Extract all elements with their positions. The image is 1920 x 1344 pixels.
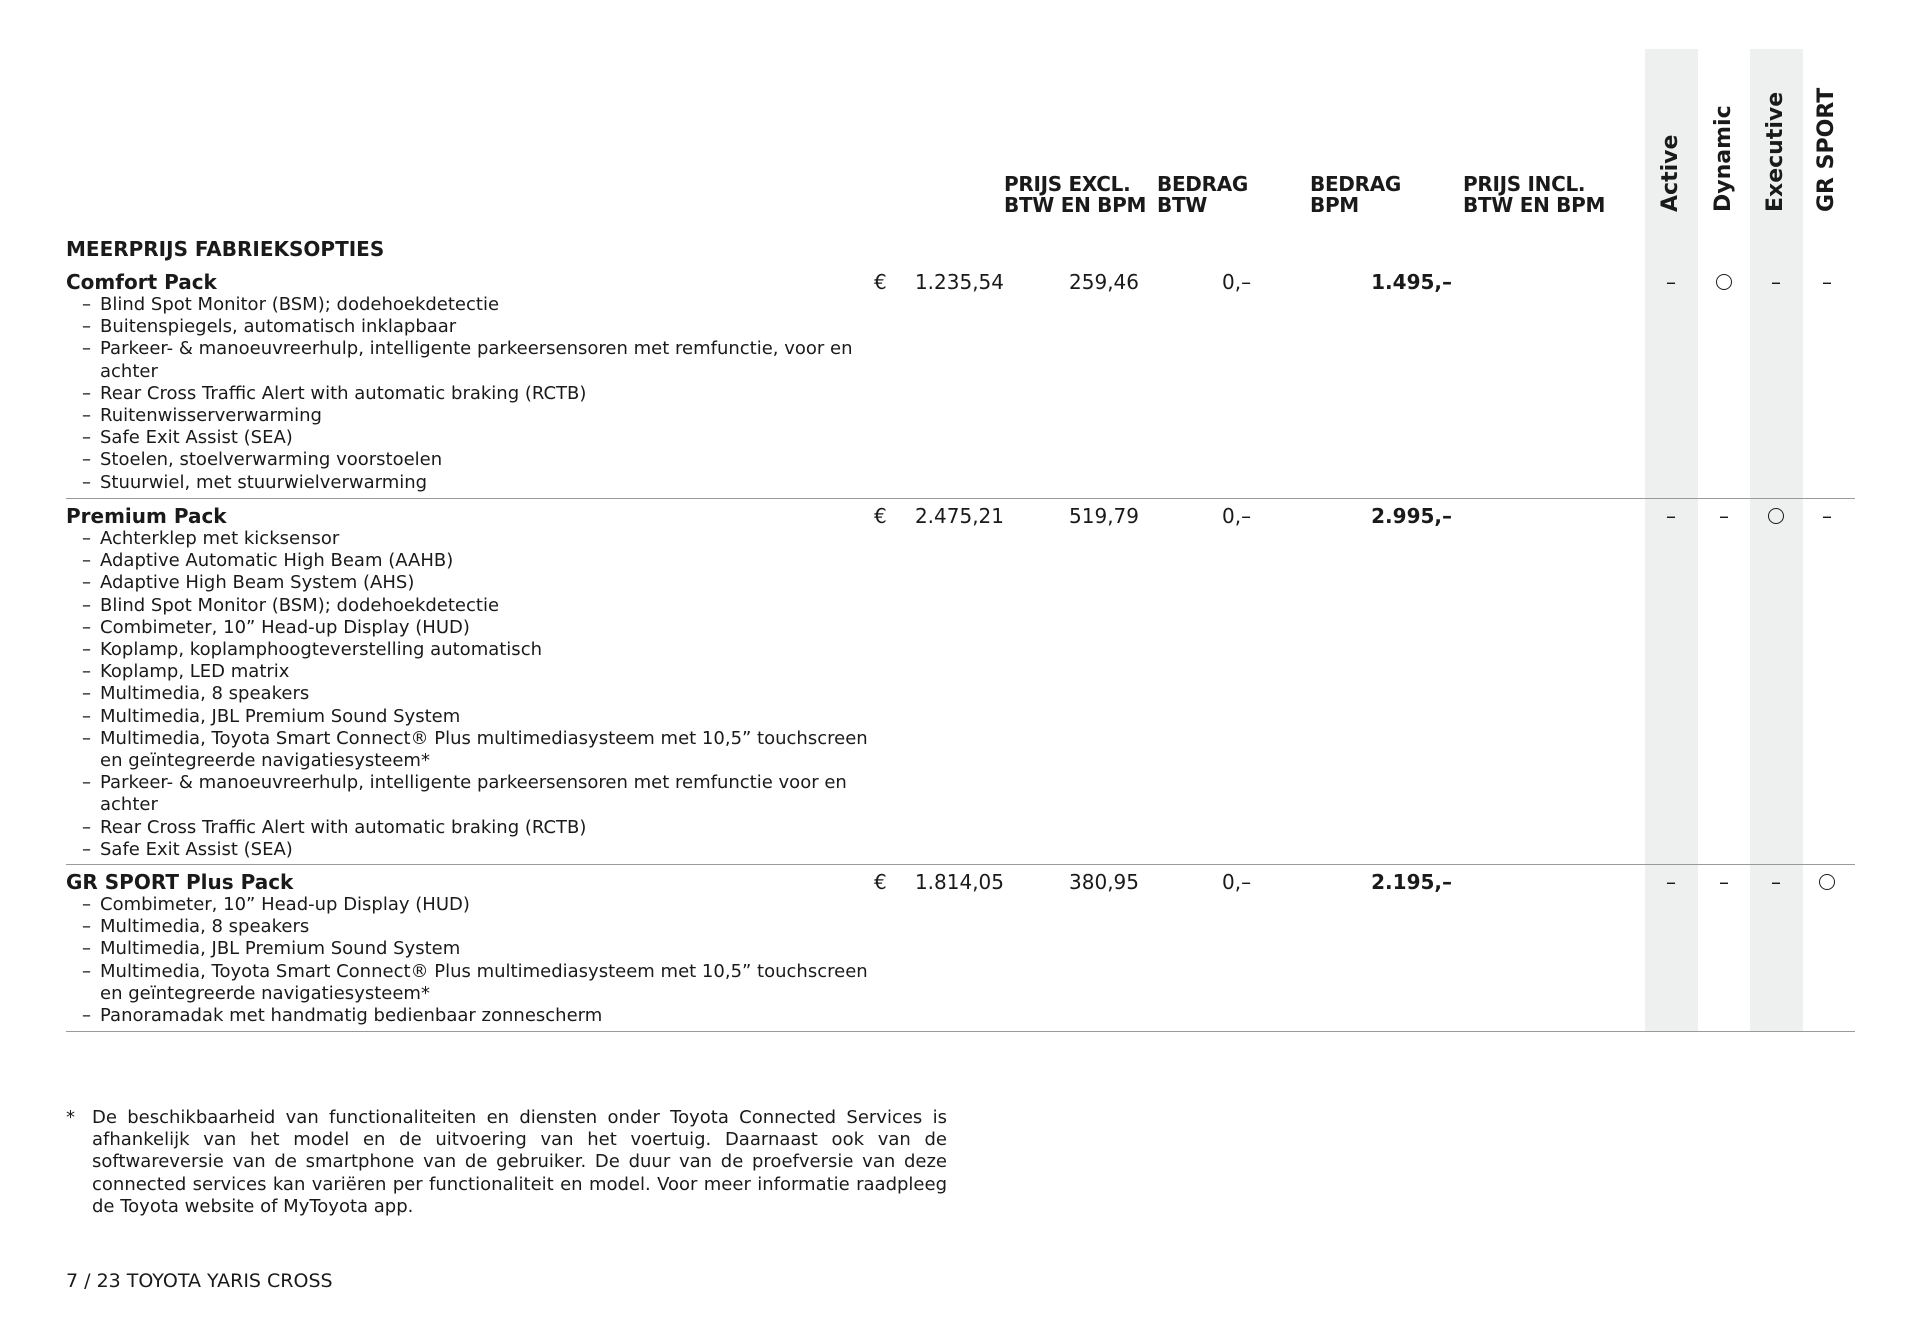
not-available-dash: – [1719, 870, 1729, 894]
feature-text: Safe Exit Assist (SEA) [100, 838, 293, 860]
header-line: BPM [1310, 193, 1359, 217]
currency-symbol: € [874, 870, 887, 894]
footnote-marker: * [66, 1107, 75, 1128]
list-item [82, 817, 872, 839]
pack-title: Comfort Pack [66, 270, 217, 294]
list-item [82, 316, 872, 338]
list-item [82, 294, 872, 316]
header-line: BTW EN BPM [1463, 193, 1606, 217]
bullet-dash: – [82, 894, 91, 915]
bullet-dash: – [82, 960, 91, 982]
section-title: MEERPRIJS FABRIEKSOPTIES [66, 237, 385, 261]
bullet-dash: – [82, 661, 91, 683]
feature-text: Parkeer- & manoeuvreerhulp, intelligente parkeersensoren met remfunctie, voor en achter [100, 338, 853, 382]
not-available-dash: – [1822, 270, 1832, 294]
pack-feature-list [82, 294, 872, 494]
feature-text: Multimedia, Toyota Smart Connect® Plus multimediasysteem met 10,5” touchscreen en geïntegreerde navigatiesysteem* [100, 727, 868, 772]
list-item [82, 449, 872, 471]
page-footer: 7 / 23 TOYOTA YARIS CROSS [66, 1270, 333, 1292]
feature-text: Multimedia, 8 speakers [100, 683, 310, 705]
feature-text: Ruitenwisserverwarming [100, 405, 322, 427]
header-btw [1157, 174, 1248, 216]
bullet-dash: – [82, 405, 91, 427]
header-version-executive: Executive [1763, 91, 1788, 212]
feature-text: Adaptive High Beam System (AHS) [100, 572, 415, 594]
list-item [82, 961, 872, 1005]
list-item [82, 383, 872, 405]
feature-text: Multimedia, Toyota Smart Connect® Plus multimediasysteem met 10,5” touchscreen en geïntegreerde navigatiesysteem* [100, 960, 868, 1004]
feature-text: Combimeter, 10” Head-up Display (HUD) [100, 616, 470, 638]
price-incl: 2.995,– [1371, 504, 1452, 528]
feature-text: Achterklep met kicksensor [100, 528, 340, 549]
list-item [82, 528, 872, 550]
header-version-active: Active [1658, 134, 1683, 212]
price-incl: 2.195,– [1371, 870, 1452, 894]
header-line: BEDRAG [1310, 172, 1402, 196]
bullet-dash: – [82, 294, 91, 315]
not-available-dash: – [1666, 270, 1676, 294]
header-version-gr-sport: GR SPORT [1814, 87, 1839, 212]
header-bpm [1310, 174, 1401, 216]
feature-text: Rear Cross Traffic Alert with automatic braking (RCTB) [100, 816, 587, 838]
bullet-dash: – [82, 639, 91, 661]
feature-text: Koplamp, koplamphoogteverstelling automatisch [100, 639, 542, 661]
price-incl: 1.495,– [1371, 270, 1452, 294]
bullet-dash: – [82, 449, 91, 471]
bullet-dash: – [82, 427, 91, 449]
list-item [82, 1005, 872, 1027]
bullet-dash: – [82, 772, 91, 794]
pack-feature-list [82, 894, 872, 1027]
header-line: BTW [1157, 193, 1208, 217]
bullet-dash: – [82, 727, 91, 749]
feature-text: Buitenspiegels, automatisch inklapbaar [100, 316, 457, 338]
header-line: BEDRAG [1157, 172, 1249, 196]
amount-btw: 259,46 [1069, 270, 1139, 294]
list-item [82, 639, 872, 661]
header-price-excl [1004, 174, 1146, 216]
list-item [82, 894, 872, 916]
list-item [82, 706, 872, 728]
feature-text: Multimedia, 8 speakers [100, 916, 310, 938]
not-available-dash: – [1666, 504, 1676, 528]
bullet-dash: – [82, 683, 91, 705]
not-available-dash: – [1771, 870, 1781, 894]
feature-text: Stoelen, stoelverwarming voorstoelen [100, 449, 443, 471]
divider [66, 864, 1855, 865]
bullet-dash: – [82, 594, 91, 616]
price-excl: 1.235,54 [914, 270, 1004, 294]
bullet-dash: – [82, 705, 91, 727]
bullet-dash: – [82, 816, 91, 838]
feature-text: Multimedia, JBL Premium Sound System [100, 938, 461, 960]
pack-feature-list [82, 528, 872, 861]
footnote-text: De beschikbaarheid van functionaliteiten en diensten onder Toyota Connected Services is afhankelijk van het model en de uitvoering van het voertuig. Daarnaast ook van de softwareversie van de smartphone van de gebruiker. De duur van de proefversie van deze connected services kan variëren per functionaliteit en model. Voor meer informatie raadpleeg de Toyota website of MyToyota app. [92, 1107, 947, 1217]
footnote [66, 1107, 947, 1218]
bullet-dash: – [82, 528, 91, 549]
header-line: BTW EN BPM [1004, 193, 1147, 217]
feature-text: Safe Exit Assist (SEA) [100, 427, 293, 449]
pack-title: Premium Pack [66, 504, 227, 528]
feature-text: Parkeer- & manoeuvreerhulp, intelligente parkeersensoren met remfunctie voor en achter [100, 772, 847, 816]
feature-text: Multimedia, JBL Premium Sound System [100, 705, 461, 727]
feature-text: Rear Cross Traffic Alert with automatic braking (RCTB) [100, 382, 587, 404]
bullet-dash: – [82, 382, 91, 404]
list-item [82, 472, 872, 494]
list-item [82, 595, 872, 617]
bullet-dash: – [82, 916, 91, 938]
not-available-dash: – [1822, 504, 1832, 528]
feature-text: Koplamp, LED matrix [100, 661, 290, 683]
feature-text: Adaptive Automatic High Beam (AAHB) [100, 550, 454, 572]
list-item [82, 916, 872, 938]
price-excl: 1.814,05 [914, 870, 1004, 894]
currency-symbol: € [874, 504, 887, 528]
list-item [82, 772, 872, 816]
list-item [82, 427, 872, 449]
optional-circle-icon [1704, 270, 1744, 294]
list-item [82, 661, 872, 683]
price-excl: 2.475,21 [914, 504, 1004, 528]
feature-text: Combimeter, 10” Head-up Display (HUD) [100, 894, 470, 915]
not-available-dash: – [1719, 504, 1729, 528]
list-item [82, 550, 872, 572]
optional-circle-icon [1807, 870, 1847, 894]
header-line: PRIJS EXCL. [1004, 172, 1131, 196]
feature-text: Panoramadak met handmatig bedienbaar zonnescherm [100, 1005, 603, 1027]
amount-bpm: 0,– [1222, 870, 1252, 894]
bullet-dash: – [82, 938, 91, 960]
divider [66, 498, 1855, 499]
list-item [82, 839, 872, 861]
bullet-dash: – [82, 471, 91, 493]
feature-text: Blind Spot Monitor (BSM); dodehoekdetectie [100, 294, 500, 315]
feature-text: Blind Spot Monitor (BSM); dodehoekdetectie [100, 594, 500, 616]
divider [66, 1031, 1855, 1032]
list-item [82, 938, 872, 960]
bullet-dash: – [82, 338, 91, 360]
currency-symbol: € [874, 270, 887, 294]
list-item [82, 338, 872, 382]
bullet-dash: – [82, 572, 91, 594]
feature-text: Stuurwiel, met stuurwielverwarming [100, 471, 428, 493]
list-item [82, 683, 872, 705]
bullet-dash: – [82, 550, 91, 572]
list-item [82, 617, 872, 639]
bullet-dash: – [82, 616, 91, 638]
list-item [82, 405, 872, 427]
amount-bpm: 0,– [1222, 270, 1252, 294]
pack-title: GR SPORT Plus Pack [66, 870, 294, 894]
bullet-dash: – [82, 838, 91, 860]
header-version-dynamic: Dynamic [1711, 105, 1736, 212]
not-available-dash: – [1666, 870, 1676, 894]
bullet-dash: – [82, 1005, 91, 1027]
header-line: PRIJS INCL. [1463, 172, 1586, 196]
header-price-incl [1463, 174, 1605, 216]
not-available-dash: – [1771, 270, 1781, 294]
list-item [82, 572, 872, 594]
amount-bpm: 0,– [1222, 504, 1252, 528]
optional-circle-icon [1756, 504, 1796, 528]
amount-btw: 380,95 [1069, 870, 1139, 894]
list-item [82, 728, 872, 772]
amount-btw: 519,79 [1069, 504, 1139, 528]
bullet-dash: – [82, 316, 91, 338]
